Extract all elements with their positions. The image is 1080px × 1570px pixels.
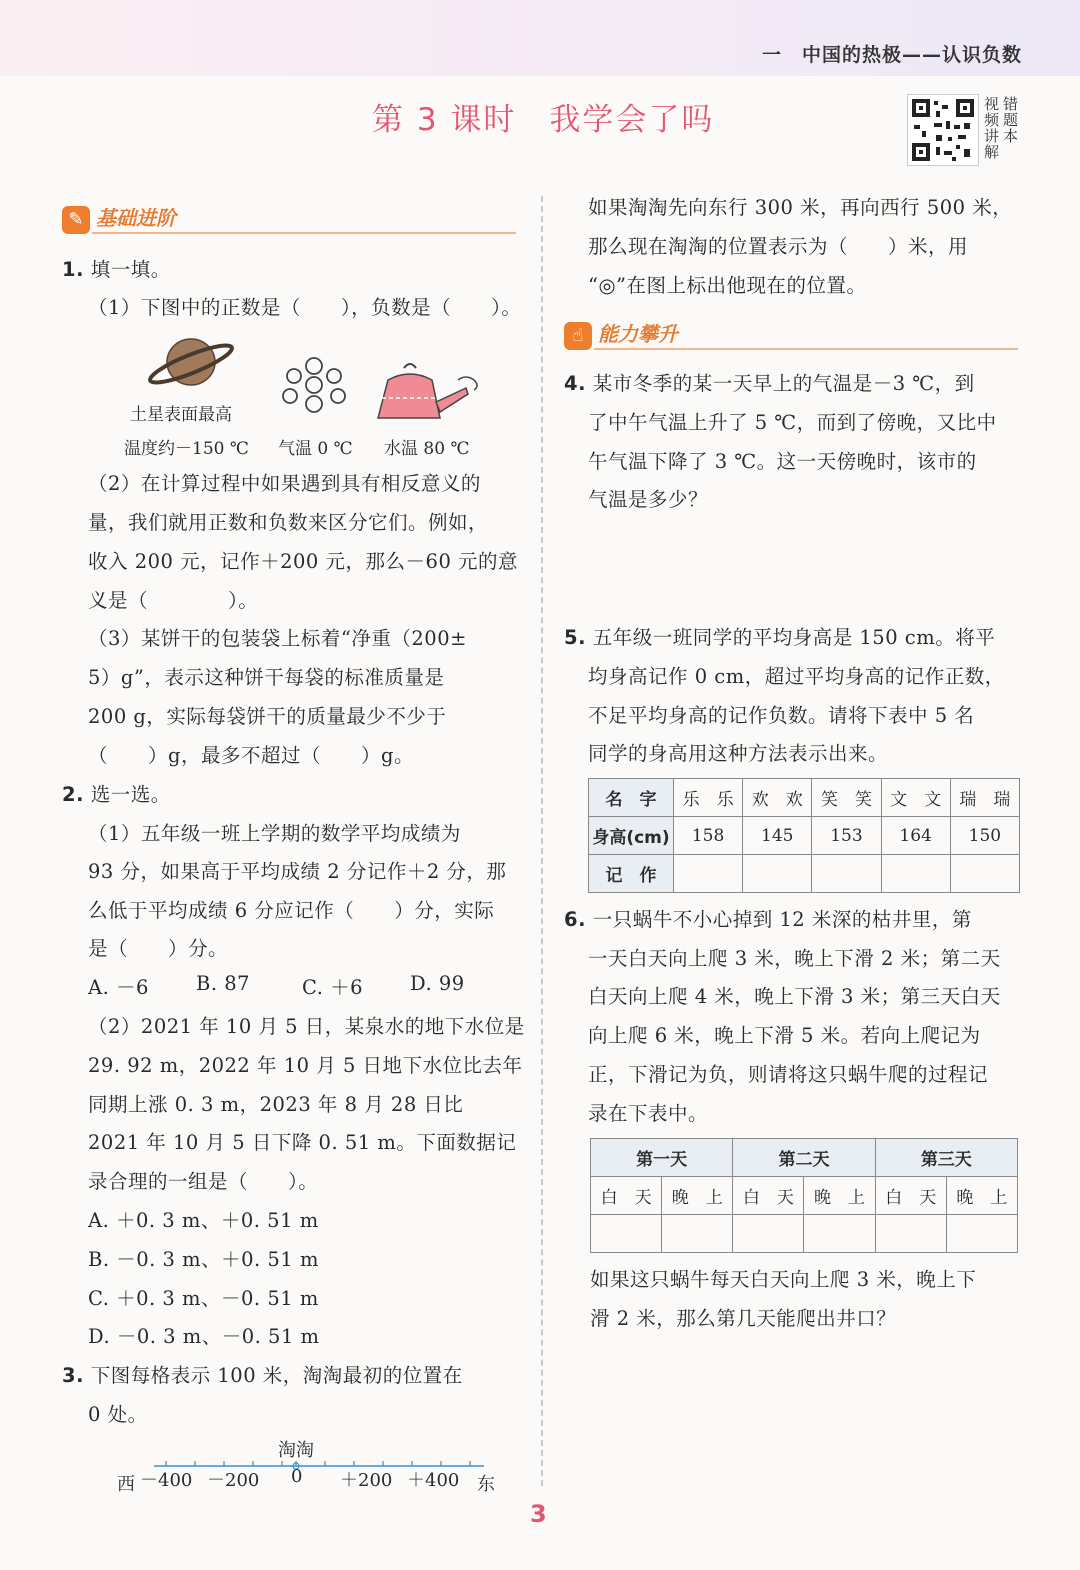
q2-part1-line: 么低于平均成绩 6 分应记作（ ）分，实际	[88, 899, 495, 922]
hand-icon: ☝	[564, 322, 592, 350]
snail-table	[590, 1138, 1018, 1253]
chapter-header: 一 中国的热极——认识负数	[761, 44, 1022, 66]
q2-option-b2: B. －0. 3 m、＋0. 51 m	[88, 1248, 319, 1271]
q2-part1-line: 是（ ）分。	[88, 937, 229, 960]
qr-caption: 视 错 频 题 讲 本 解	[983, 95, 1018, 161]
table-cell: 白 天	[591, 1177, 662, 1215]
question-2-title: 2. 选一选。	[62, 783, 171, 806]
question-6-line: 白天向上爬 4 米，晚上下滑 3 米；第三天白天	[588, 985, 1001, 1008]
caption-saturn-1: 土星表面最高	[130, 405, 232, 425]
question-3-line: 0 处。	[88, 1403, 148, 1426]
pencil-icon: ✎	[62, 206, 90, 234]
question-5-line: 不足平均身高的记作负数。请将下表中 5 名	[588, 704, 975, 727]
question-6-cont-line: 滑 2 米，那么第几天能爬出井口？	[590, 1307, 897, 1330]
table-cell: 153	[812, 817, 881, 855]
question-4-line: 午气温下降了 3 ℃。这一天傍晚时，该市的	[588, 450, 977, 473]
numberline-tick: －400	[140, 1470, 193, 1491]
table-cell: 欢 欢	[743, 779, 812, 817]
q2-part1-line: （1）五年级一班上学期的数学平均成绩为	[88, 822, 461, 845]
table-cell: 乐 乐	[674, 779, 743, 817]
section-underline	[92, 232, 516, 234]
question-6-line: 一天白天向上爬 3 米，晚上下滑 2 米；第二天	[588, 947, 1001, 970]
table-cell: 150	[950, 817, 1019, 855]
answer-cell[interactable]	[812, 855, 881, 893]
q1-part1: （1）下图中的正数是（ ），负数是（ ）。	[88, 296, 522, 319]
table-cell: 文 文	[881, 779, 950, 817]
answer-cell[interactable]	[591, 1215, 662, 1253]
q2-part2-line: 同期上涨 0. 3 m，2023 年 8 月 28 日比	[88, 1093, 464, 1116]
answer-cell[interactable]	[674, 855, 743, 893]
numberline-west: 西	[117, 1474, 135, 1495]
q1-part3-line: （ ）g，最多不超过（ ）g。	[88, 744, 414, 767]
q2-part2-line: 录合理的一组是（ ）。	[88, 1170, 319, 1193]
numberline-tick: ＋200	[340, 1470, 393, 1491]
question-6-line: 6. 一只蜗牛不小心掉到 12 米深的枯井里，第	[564, 908, 972, 931]
q1-part3-line: 200 g，实际每袋饼干的质量最少不少于	[88, 705, 447, 728]
q1-part2-line: 义是（ ）。	[88, 589, 259, 612]
answer-cell[interactable]	[804, 1215, 875, 1253]
q2-option-c: C. ＋6	[302, 976, 364, 999]
lesson-title: 第 3 课时 我学会了吗	[372, 102, 715, 138]
kettle-illustration	[370, 360, 486, 426]
q1-part2-line: 量，我们就用正数和负数来区分它们。例如，	[88, 511, 489, 534]
caption-saturn-2: 温度约－150 ℃	[124, 439, 249, 459]
table-cell: 白 天	[733, 1177, 804, 1215]
snowflake-illustration	[272, 352, 356, 416]
table-cell: 笑 笑	[812, 779, 881, 817]
section-underline	[594, 348, 1018, 350]
section-advanced: ☝ 能力攀升	[564, 318, 678, 352]
table-cell: 白 天	[875, 1177, 946, 1215]
question-4-line: 气温是多少？	[588, 488, 709, 511]
q1-part2-line: 收入 200 元，记作＋200 元，那么－60 元的意	[88, 550, 519, 573]
question-4-line: 4. 某市冬季的某一天早上的气温是－3 ℃，到	[564, 372, 975, 395]
q2-option-d: D. 99	[410, 972, 465, 995]
numberline-tick: ＋400	[407, 1470, 460, 1491]
table-cell: 158	[674, 817, 743, 855]
question-5-line: 均身高记作 0 cm，超过平均身高的记作正数，	[588, 665, 1005, 688]
table-cell: 晚 上	[804, 1177, 875, 1215]
numberline-tick: 0	[291, 1466, 303, 1487]
page-number: 3	[530, 1500, 547, 1528]
question-1-title: 1. 填一填。	[62, 258, 171, 281]
question-3-line: 3. 下图每格表示 100 米，淘淘最初的位置在	[62, 1364, 463, 1387]
q2-option-c2: C. ＋0. 3 m、－0. 51 m	[88, 1287, 319, 1310]
question-6-line: 向上爬 6 米，晚上下滑 5 米。若向上爬记为	[588, 1024, 981, 1047]
table-cell: 晚 上	[662, 1177, 733, 1215]
table-header-cell: 身高(cm)	[589, 817, 674, 855]
q1-part2-line: （2）在计算过程中如果遇到具有相反意义的	[88, 472, 481, 495]
saturn-illustration	[146, 330, 236, 392]
caption-water: 水温 80 ℃	[384, 439, 470, 459]
answer-cell[interactable]	[875, 1215, 946, 1253]
q2-option-a2: A. ＋0. 3 m、＋0. 51 m	[88, 1209, 319, 1232]
height-table	[588, 778, 1020, 893]
table-cell: 瑞 瑞	[950, 779, 1019, 817]
q2-part2-line: 29. 92 m，2022 年 10 月 5 日地下水位比去年	[88, 1054, 523, 1077]
table-cell: 164	[881, 817, 950, 855]
caption-air: 气温 0 ℃	[278, 439, 353, 459]
question-3-cont-line: 如果淘淘先向东行 300 米，再向西行 500 米，	[588, 196, 1013, 219]
question-4-line: 了中午气温上升了 5 ℃，而到了傍晚，又比中	[588, 411, 997, 434]
question-6-line: 录在下表中。	[588, 1102, 709, 1125]
table-cell: 晚 上	[946, 1177, 1017, 1215]
question-3-cont-line: “◎”在图上标出他现在的位置。	[588, 274, 867, 297]
answer-cell[interactable]	[743, 855, 812, 893]
numberline-person-label: 淘淘	[278, 1440, 314, 1461]
question-5-line: 同学的身高用这种方法表示出来。	[588, 742, 889, 765]
numberline-tick: －200	[207, 1470, 260, 1491]
numberline-east: 东	[477, 1474, 495, 1495]
q2-option-a: A. －6	[88, 976, 149, 999]
q2-part2-line: 2021 年 10 月 5 日下降 0. 51 m。下面数据记	[88, 1131, 517, 1154]
table-header-cell: 第三天	[875, 1139, 1017, 1177]
table-header-cell: 名 字	[589, 779, 674, 817]
qr-code-icon[interactable]	[907, 94, 979, 166]
q2-part1-line: 93 分，如果高于平均成绩 2 分记作＋2 分，那	[88, 860, 507, 883]
column-divider	[541, 196, 543, 1486]
table-header-cell: 记 作	[589, 855, 674, 893]
table-header-cell: 第一天	[591, 1139, 733, 1177]
table-header-cell: 第二天	[733, 1139, 875, 1177]
answer-cell[interactable]	[946, 1215, 1017, 1253]
q1-part3-line: 5）g”，表示这种饼干每袋的标准质量是	[88, 666, 445, 689]
answer-cell[interactable]	[733, 1215, 804, 1253]
answer-cell[interactable]	[950, 855, 1019, 893]
question-3-cont-line: 那么现在淘淘的位置表示为（ ）米，用	[588, 235, 969, 258]
q2-option-d2: D. －0. 3 m、－0. 51 m	[88, 1325, 320, 1348]
question-5-line: 5. 五年级一班同学的平均身高是 150 cm。将平	[564, 626, 996, 649]
q2-part2-line: （2）2021 年 10 月 5 日，某泉水的地下水位是	[88, 1015, 525, 1038]
q1-part3-line: （3）某饼干的包装袋上标着“净重（200±	[88, 627, 467, 650]
table-cell: 145	[743, 817, 812, 855]
answer-cell[interactable]	[881, 855, 950, 893]
section-basic: ✎ 基础进阶	[62, 202, 176, 236]
question-6-line: 正，下滑记为负，则请将这只蜗牛爬的过程记	[588, 1063, 989, 1086]
answer-cell[interactable]	[662, 1215, 733, 1253]
q2-option-b: B. 87	[196, 972, 251, 995]
question-6-cont-line: 如果这只蜗牛每天白天向上爬 3 米，晚上下	[590, 1268, 977, 1291]
